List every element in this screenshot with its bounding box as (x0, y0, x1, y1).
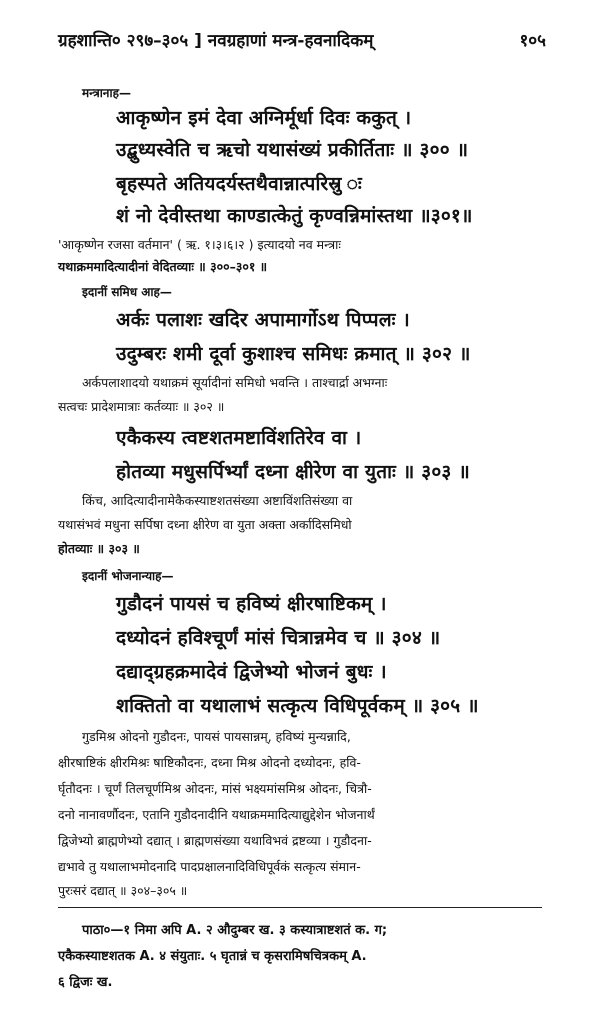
commentary-line: सत्वचः प्रादेशमात्राः कर्तव्याः ॥ ३०२ ॥ (58, 399, 225, 414)
section-intro: इदानीं समिध आह— (82, 285, 172, 299)
page-number: १०५ (519, 31, 546, 51)
verse-line: अर्कः पलाशः खदिर अपामार्गोऽथ पिप्पलः । (116, 309, 410, 331)
commentary-line: पुरःसरं दद्यात् ॥ ३०४–३०५ ॥ (58, 883, 188, 898)
verse-line: गुडौदनं पायसं च हविष्यं क्षीरषाष्टिकम् । (116, 593, 387, 615)
page-header (58, 28, 546, 51)
verse-line: दध्योदनं हविश्चूर्णं मांसं चित्रान्नमेव च ॥ ३०४ ॥ (116, 627, 441, 649)
verse-line: शक्तितो वा यथालाभं सत्कृत्य विधिपूर्वकम् ॥ ३०५ ॥ (116, 695, 479, 717)
verse-line: आकृष्णेन इमं देवा अग्निर्मूर्धा दिवः ककुत् । (116, 107, 412, 129)
section-intro: इदानीं भोजनान्याह— (82, 569, 174, 583)
commentary-line: दनो नानावर्णौदनः, एतानि गुडौदनादीनि यथाक्रममादित्याद्युद्देशेन भोजनार्थं (58, 807, 375, 822)
verse-line: उद्बुध्यस्वेति च ऋचो यथासंख्यं प्रकीर्तिताः ॥ ३०० ॥ (116, 139, 469, 161)
section-intro: मन्त्रानाह— (82, 86, 131, 100)
commentary-line: द्विजेभ्यो ब्राह्मणेभ्यो दद्यात् । ब्राह्मणसंख्या यथाविभवं द्रष्टव्या । गुडौदना- (58, 833, 372, 848)
commentary-line: द्यभावे तु यथालाभमोदनादि पादप्रक्षालनादिविधिपूर्वकं सत्कृत्य संमान- (58, 859, 361, 874)
footnote-line: ६ द्विजः ख. (58, 975, 113, 990)
footnote-divider (58, 907, 542, 908)
commentary-line: र्घृतौदनः । चूर्णं तिलचूर्णमिश्र ओदनः, मांसं भक्ष्यमांसमिश्र ओदनः, चित्रौ- (58, 781, 372, 796)
commentary-line: होतव्याः ॥ ३०३ ॥ (58, 541, 140, 556)
footnote-line: एकैकस्याष्टशतक A. ४ संयुताः. ५ घृतान्नं च कृसरामिषचित्रकम् A. (58, 949, 367, 964)
commentary-line: यथासंभवं मधुना सर्पिषा दध्ना क्षीरेण वा युता अक्ता अर्कादिसमिधो (58, 517, 352, 532)
verse-line: दद्याद्ग्रहक्रमादेवं द्विजेभ्यो भोजनं बुधः । (116, 661, 387, 683)
verse-line: उदुम्बरः शमी दूर्वा कुशाश्च समिधः क्रमात् ॥ ३०२ ॥ (116, 343, 471, 365)
verse-line: होतव्या मधुसर्पिर्भ्यां दध्ना क्षीरेण वा युताः ॥ ३०३ ॥ (116, 461, 470, 483)
commentary-line: अर्कपलाशादयो यथाक्रमं सूर्यादीनां समिधो भवन्ति । ताश्चार्द्रा अभग्नाः (82, 375, 388, 390)
verse-line: एकैकस्य त्वष्टशतमष्टाविंशतिरेव वा । (116, 427, 362, 449)
running-title: ग्रहशान्ति० २९७–३०५ ] नवग्रहाणां मन्त्र-हवनादिकम् (58, 31, 374, 51)
commentary-line: किंच, आदित्यादीनामेकैकस्याष्टशतसंख्या अष्टाविंशतिसंख्या वा (82, 493, 353, 508)
commentary-line: क्षीरषाष्टिकं क्षीरमिश्रः षाष्टिकौदनः, दध्ना मिश्र ओदनो दध्योदनः, हवि- (58, 755, 361, 770)
commentary-line: 'आकृष्णेन रजसा वर्तमान' ( ऋ. १।३।६।२ ) इत्यादयो नव मन्त्राः (58, 237, 341, 252)
footnote-line: पाठा०—१ निमा अपि A. २ औदुम्बर ख. ३ कस्यात्राष्टशतं क. ग; (82, 923, 388, 938)
verse-line: बृहस्पते अतियदर्यस्तथैवान्नात्परिस्रु ः (116, 173, 362, 195)
verse-line: शं नो देवीस्तथा काण्डात्केतुं कृण्वन्निमांस्तथा ॥३०१॥ (116, 205, 473, 227)
commentary-line: यथाक्रममादित्यादीनां वेदितव्याः ॥ ३००–३०१ ॥ (58, 259, 268, 274)
commentary-line: गुडमिश्र ओदनो गुडौदनः, पायसं पायसान्नम्, हविष्यं मुन्यन्नादि, (82, 729, 351, 744)
